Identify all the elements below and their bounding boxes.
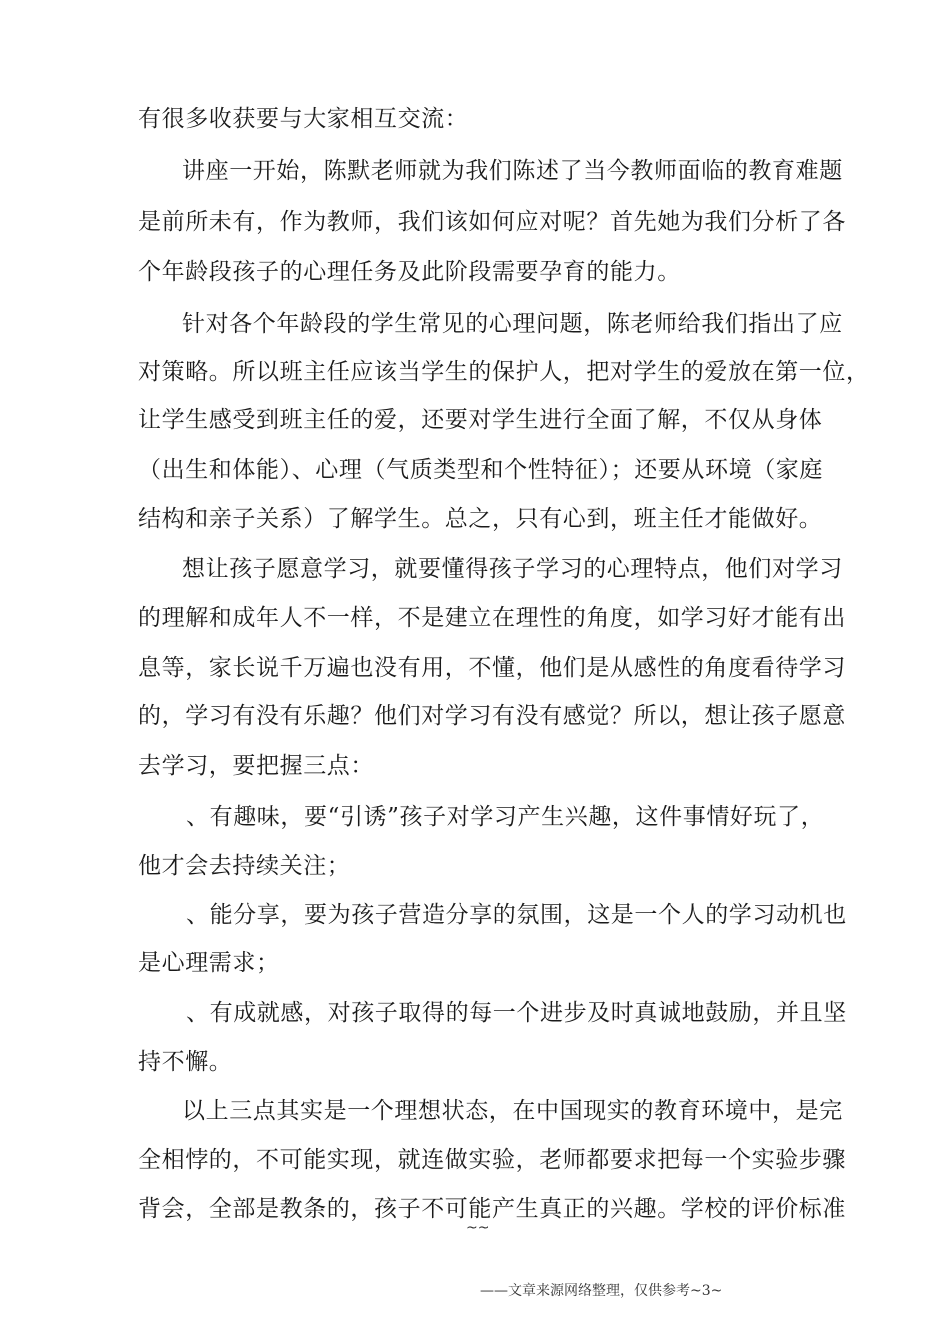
text-line: 息等，家长说千万遍也没有用，不懂，他们是从感性的角度看待学习 bbox=[138, 655, 846, 681]
text-line: （出生和体能）、心理（气质类型和个性特征）；还要从环境（家庭 bbox=[138, 457, 823, 483]
text-line: 针对各个年龄段的学生常见的心理问题，陈老师给我们指出了应 bbox=[182, 311, 843, 337]
text-line: 持不懈。 bbox=[138, 1049, 233, 1075]
text-line: 是心理需求； bbox=[138, 950, 280, 976]
text-line: 让学生感受到班主任的爱，还要对学生进行全面了解，不仅从身体 bbox=[138, 407, 823, 433]
list-item-line: 、有趣味，要“引诱”孩子对学习产生兴趣，这件事情好玩了， bbox=[186, 804, 825, 830]
text-line: 有很多收获要与大家相互交流： bbox=[138, 106, 469, 132]
text-line: 背会，全部是教条的，孩子不可能产生真正的兴趣。学校的评价标准 bbox=[138, 1196, 846, 1222]
text-line: 结构和亲子关系）了解学生。总之，只有心到，班主任才能做好。 bbox=[138, 506, 823, 532]
text-line: 的，学习有没有乐趣？他们对学习有没有感觉？所以，想让孩子愿意 bbox=[138, 703, 846, 729]
text-line: 讲座一开始，陈默老师就为我们陈述了当今教师面临的教育难题 bbox=[182, 158, 843, 184]
text-line: 想让孩子愿意学习，就要懂得孩子学习的心理特点，他们对学习 bbox=[182, 556, 843, 582]
list-item-line: 、能分享，要为孩子营造分享的氛围，这是一个人的学习动机也 bbox=[186, 902, 847, 928]
text-line: 全相悖的，不可能实现，就连做实验，老师都要求把每一个实验步骤 bbox=[138, 1147, 846, 1173]
text-line: 去学习，要把握三点： bbox=[138, 753, 374, 779]
text-line: 是前所未有，作为教师，我们该如何应对呢？首先她为我们分析了各 bbox=[138, 209, 846, 235]
page-separator: ~~ bbox=[466, 1220, 490, 1236]
text-line: 个年龄段孩子的心理任务及此阶段需要孕育的能力。 bbox=[138, 259, 681, 285]
text-line: 以上三点其实是一个理想状态，在中国现实的教育环境中，是完 bbox=[182, 1098, 843, 1124]
text-line: 对策略。所以班主任应该当学生的保护人，把对学生的爱放在第一位， bbox=[138, 359, 870, 385]
text-line: 他才会去持续关注； bbox=[138, 853, 351, 879]
page-footer: ——文章来源网络整理，仅供参考~3~ bbox=[480, 1283, 723, 1299]
text-line: 的理解和成年人不一样，不是建立在理性的角度，如学习好才能有出 bbox=[138, 605, 846, 631]
list-item-line: 、有成就感，对孩子取得的每一个进步及时真诚地鼓励，并且坚 bbox=[186, 1000, 847, 1026]
